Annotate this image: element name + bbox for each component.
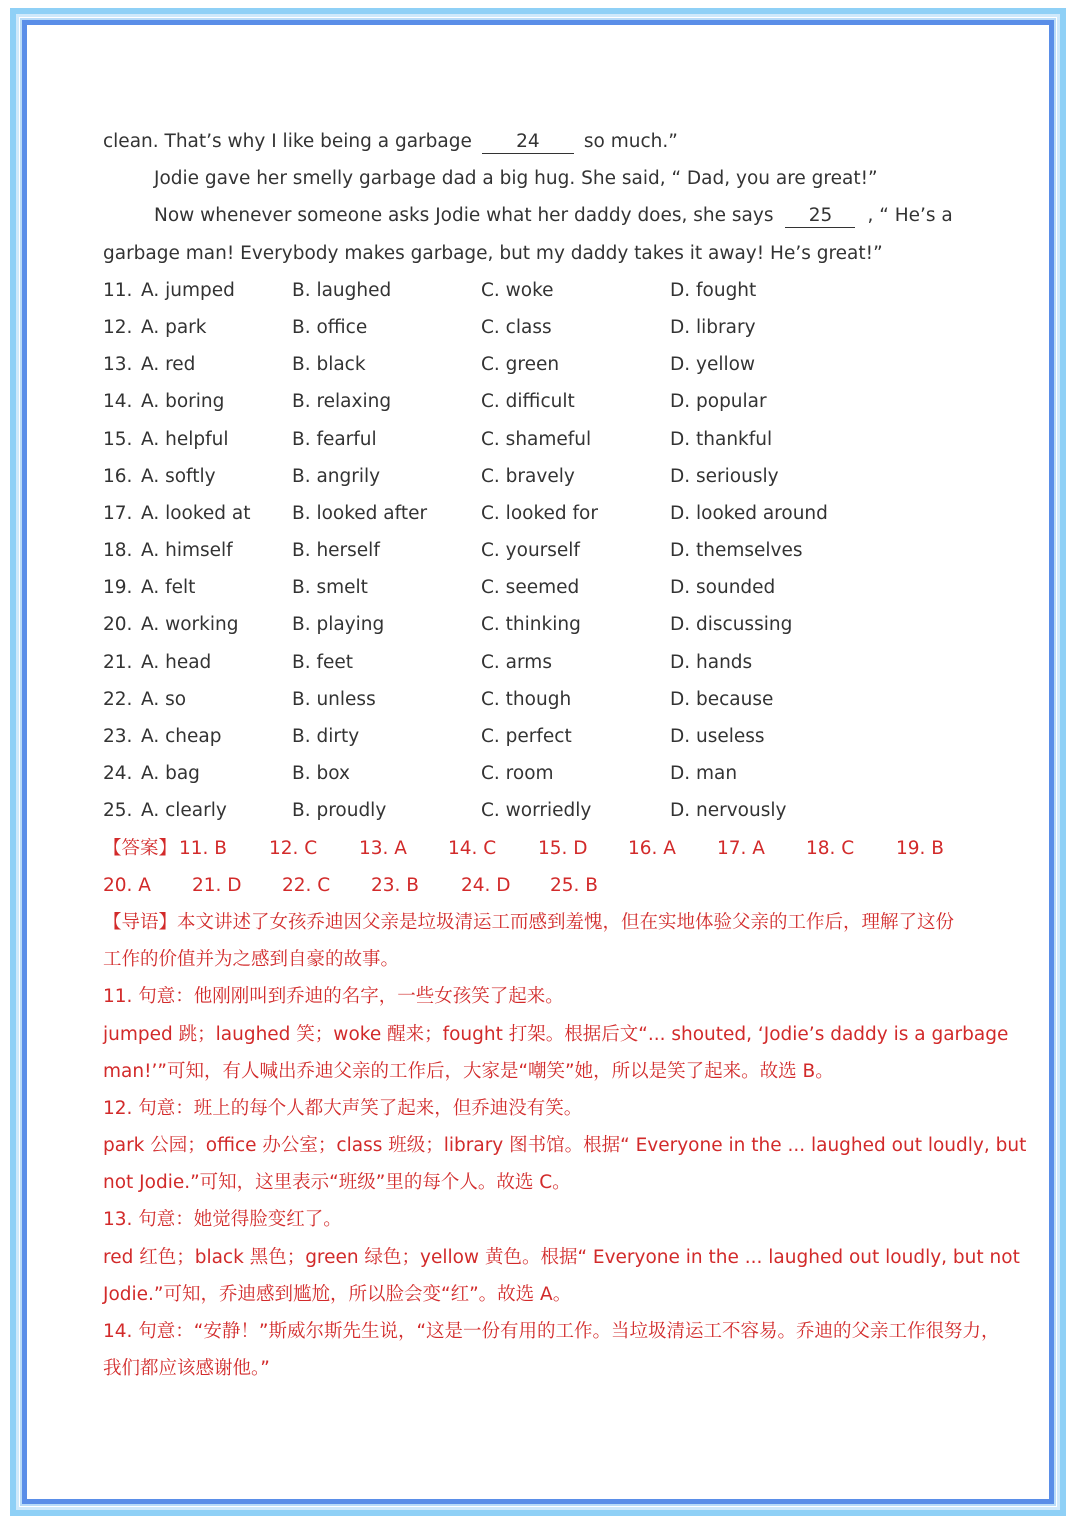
option-a: A. softly bbox=[141, 465, 216, 487]
question-number: 20. bbox=[103, 614, 133, 636]
question-row bbox=[103, 421, 983, 458]
option-d: D. popular bbox=[670, 391, 767, 413]
explanation-line: 14. 句意：“安静！”斯威尔斯先生说，“这是一份有用的工作。当垃圾清运工不容易。乔迪的父亲工作很努力， bbox=[103, 1321, 1000, 1342]
option-b: B. box bbox=[292, 763, 350, 785]
option-c: C. difficult bbox=[481, 391, 575, 413]
answer-item: 16. A bbox=[628, 837, 676, 859]
explanation-line: jumped 跳；laughed 笑；woke 醒来；fought 打架。根据后文“... shouted, ‘Jodie’s daddy is a garbage bbox=[103, 1023, 1009, 1045]
question-row bbox=[103, 718, 983, 755]
passage-text: so much.” bbox=[583, 131, 678, 152]
intro-line: 工作的价值并为之感到自豪的故事。 bbox=[103, 949, 400, 971]
explanation-line: red 红色；black 黑色；green 绿色；yellow 黄色。根据“ Everyone in the ... laughed out loudly, but not bbox=[103, 1246, 1020, 1268]
answer-item: 19. B bbox=[896, 837, 944, 859]
intro-line: 【导语】本文讲述了女孩乔迪因父亲是垃圾清运工而感到羞愧，但在实地体验父亲的工作后，理解了这份 bbox=[103, 911, 955, 933]
question-number: 19. bbox=[103, 577, 133, 599]
option-b: B. looked after bbox=[292, 502, 428, 524]
question-number: 18. bbox=[103, 540, 133, 562]
option-d: D. library bbox=[670, 316, 756, 338]
answer-item: 22. C bbox=[282, 874, 331, 896]
question-number: 11. bbox=[103, 279, 133, 301]
blank-25: 25 bbox=[785, 205, 855, 228]
explanation-line: man!’”可知，有人喊出乔迪父亲的工作后，大家是“嘲笑”她，所以是笑了起来。故选 B。 bbox=[103, 1060, 834, 1082]
question-row bbox=[103, 755, 983, 792]
question-row bbox=[103, 681, 983, 718]
passage-text: garbage man! Everybody makes garbage, but my daddy takes it away! He’s great!” bbox=[103, 242, 883, 264]
question-row bbox=[103, 569, 983, 606]
option-b: B. smelt bbox=[292, 577, 368, 599]
question-row bbox=[103, 792, 983, 829]
option-c: C. room bbox=[481, 763, 554, 785]
option-a: A. red bbox=[141, 354, 196, 376]
answer-item: 11. B bbox=[179, 837, 227, 859]
explanation-line: Jodie.”可知，乔迪感到尴尬，所以脸会变“红”。故选 A。 bbox=[103, 1283, 572, 1305]
option-b: B. laughed bbox=[292, 279, 392, 301]
answer-item: 18. C bbox=[806, 837, 855, 859]
option-c: C. shameful bbox=[481, 428, 592, 450]
option-a: A. working bbox=[141, 614, 239, 636]
option-a: A. park bbox=[141, 316, 207, 338]
option-a: A. clearly bbox=[141, 800, 227, 822]
option-b: B. angrily bbox=[292, 465, 381, 487]
option-c: C. arms bbox=[481, 651, 552, 673]
explanation-section bbox=[103, 904, 1027, 1387]
option-d: D. fought bbox=[670, 279, 757, 301]
question-row bbox=[103, 495, 983, 532]
option-d: D. looked around bbox=[670, 502, 828, 524]
option-a: A. himself bbox=[141, 540, 233, 562]
option-b: B. fearful bbox=[292, 428, 377, 450]
option-b: B. dirty bbox=[292, 726, 360, 747]
question-number: 13. bbox=[103, 354, 133, 376]
question-number: 25. bbox=[103, 800, 133, 822]
document-content bbox=[103, 123, 1027, 1387]
passage-line-4 bbox=[103, 235, 983, 272]
question-row bbox=[103, 606, 983, 643]
answer-item: 15. D bbox=[538, 837, 588, 859]
question-row bbox=[103, 383, 983, 420]
option-b: B. office bbox=[292, 316, 368, 338]
question-row bbox=[103, 644, 983, 681]
question-number: 23. bbox=[103, 726, 133, 747]
explanation-line: not Jodie.”可知，这里表示“班级”里的每个人。故选 C。 bbox=[103, 1172, 571, 1194]
answer-item: 25. B bbox=[550, 874, 598, 896]
passage-text: Now whenever someone asks Jodie what her daddy does, she says bbox=[154, 205, 774, 227]
option-b: B. playing bbox=[292, 614, 385, 636]
question-number: 12. bbox=[103, 316, 133, 338]
option-a: A. looked at bbox=[141, 502, 251, 524]
option-d: D. yellow bbox=[670, 354, 756, 376]
question-number: 16. bbox=[103, 465, 133, 487]
answer-item: 12. C bbox=[269, 837, 318, 859]
option-c: C. green bbox=[481, 354, 560, 376]
explanation-line: 13. 句意：她觉得脸变红了。 bbox=[103, 1209, 342, 1231]
question-row bbox=[103, 532, 983, 569]
passage-line-2 bbox=[103, 160, 983, 197]
question-row bbox=[103, 346, 983, 383]
option-a: A. so bbox=[141, 688, 187, 710]
option-c: C. class bbox=[481, 316, 552, 338]
option-d: D. man bbox=[670, 763, 738, 785]
option-d: D. seriously bbox=[670, 465, 779, 487]
option-c: C. worriedly bbox=[481, 800, 592, 822]
question-number: 21. bbox=[103, 651, 133, 673]
option-a: A. helpful bbox=[141, 428, 229, 450]
option-c: C. thinking bbox=[481, 614, 581, 636]
question-row bbox=[103, 309, 983, 346]
option-c: C. yourself bbox=[481, 540, 580, 562]
answer-label: 【答案】 bbox=[103, 837, 178, 859]
answer-item: 24. D bbox=[461, 874, 511, 896]
answer-row-2 bbox=[103, 867, 983, 904]
option-c: C. bravely bbox=[481, 465, 575, 487]
option-d: D. hands bbox=[670, 651, 753, 673]
passage-text: clean. That’s why I like being a garbage bbox=[103, 131, 472, 152]
question-number: 14. bbox=[103, 391, 133, 413]
option-c: C. woke bbox=[481, 279, 554, 301]
answer-row-1 bbox=[103, 830, 983, 867]
explanation-line: 11. 句意：他刚刚叫到乔迪的名字，一些女孩笑了起来。 bbox=[103, 986, 564, 1008]
answer-item: 14. C bbox=[448, 837, 497, 859]
option-a: A. bag bbox=[141, 763, 200, 785]
blank-24: 24 bbox=[482, 131, 574, 154]
answer-item: 20. A bbox=[103, 874, 151, 896]
question-list bbox=[103, 272, 983, 830]
passage-line-1 bbox=[103, 123, 983, 160]
option-d: D. themselves bbox=[670, 540, 803, 562]
answer-item: 23. B bbox=[371, 874, 419, 896]
option-b: B. herself bbox=[292, 540, 380, 562]
option-c: C. perfect bbox=[481, 726, 572, 747]
option-b: B. black bbox=[292, 354, 366, 376]
option-c: C. though bbox=[481, 688, 572, 710]
option-c: C. looked for bbox=[481, 502, 598, 524]
option-d: D. thankful bbox=[670, 428, 773, 450]
question-number: 17. bbox=[103, 502, 133, 524]
answer-item: 13. A bbox=[359, 837, 407, 859]
option-b: B. proudly bbox=[292, 800, 387, 822]
option-d: D. nervously bbox=[670, 800, 787, 822]
option-d: D. sounded bbox=[670, 577, 776, 599]
option-d: D. because bbox=[670, 688, 774, 710]
option-a: A. head bbox=[141, 651, 212, 673]
explanation-line: 我们都应该感谢他。” bbox=[103, 1358, 270, 1380]
option-a: A. felt bbox=[141, 577, 196, 599]
question-number: 15. bbox=[103, 428, 133, 450]
passage-text: , “ He’s a bbox=[867, 205, 953, 227]
question-number: 22. bbox=[103, 688, 133, 710]
option-b: B. unless bbox=[292, 688, 376, 710]
option-d: D. useless bbox=[670, 726, 765, 747]
option-b: B. feet bbox=[292, 651, 353, 673]
explanation-line: park 公园；office 办公室；class 班级；library 图书馆。根据“ Everyone in the ... laughed out loudly, but bbox=[103, 1135, 1027, 1157]
option-a: A. jumped bbox=[141, 279, 235, 301]
option-d: D. discussing bbox=[670, 614, 793, 636]
option-b: B. relaxing bbox=[292, 391, 392, 413]
explanation-line: 12. 句意：班上的每个人都大声笑了起来，但乔迪没有笑。 bbox=[103, 1097, 583, 1119]
question-row bbox=[103, 272, 983, 309]
option-c: C. seemed bbox=[481, 577, 580, 599]
passage-line-3 bbox=[103, 197, 983, 234]
question-row bbox=[103, 458, 983, 495]
answer-item: 17. A bbox=[717, 837, 765, 859]
option-a: A. cheap bbox=[141, 726, 222, 747]
question-number: 24. bbox=[103, 763, 133, 785]
answer-item: 21. D bbox=[192, 874, 242, 896]
option-a: A. boring bbox=[141, 391, 225, 413]
passage-text: Jodie gave her smelly garbage dad a big hug. She said, “ Dad, you are great!” bbox=[154, 168, 878, 190]
